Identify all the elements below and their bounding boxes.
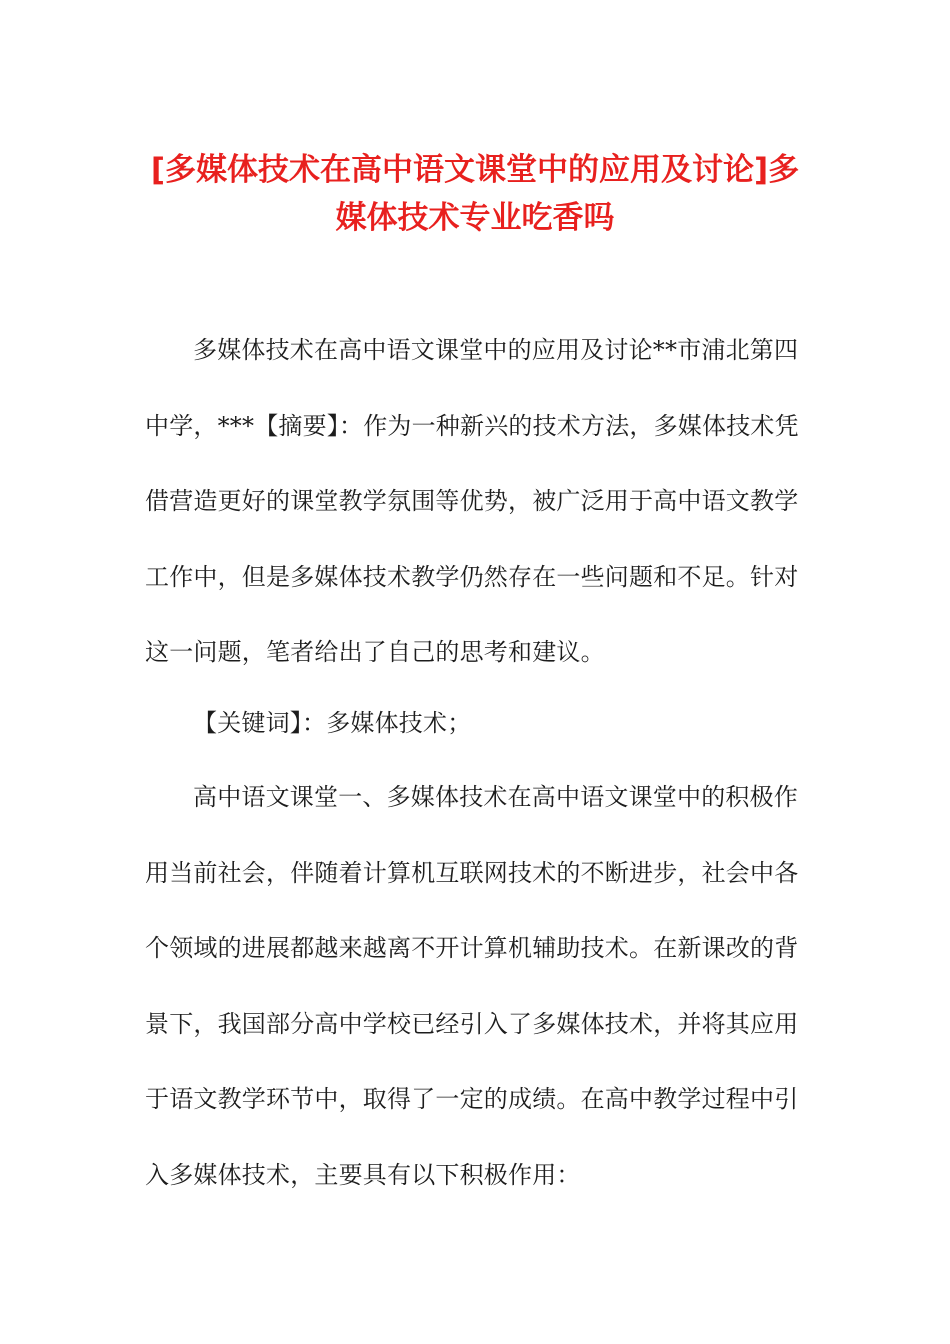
section-one-paragraph: 高中语文课堂一、多媒体技术在高中语文课堂中的积极作用当前社会，伴随着计算机互联网技术的不断进步，社会中各个领域的进展都越来越离不开计算机辅助技术。在新课改的背景下，我国部分高中学校已经引入了多媒体技术，并将其应用于语文教学环节中，取得了一定的成绩。在高中教学过程中引入多媒体技术，主要具有以下积极作用：: [145, 783, 799, 1189]
keywords-paragraph: 【关键词】：多媒体技术；: [193, 709, 472, 737]
document-title: [多媒体技术在高中语文课堂中的应用及讨论]多媒体技术专业吃香吗: [150, 152, 800, 236]
abstract-paragraph: 多媒体技术在高中语文课堂中的应用及讨论**市浦北第四中学，***【摘要】：作为一种新兴的技术方法，多媒体技术凭借营造更好的课堂教学氛围等优势，被广泛用于高中语文教学工作中，但是多媒体技术教学仍然存在一些问题和不足。针对这一问题，笔者给出了自己的思考和建议。: [145, 336, 799, 666]
